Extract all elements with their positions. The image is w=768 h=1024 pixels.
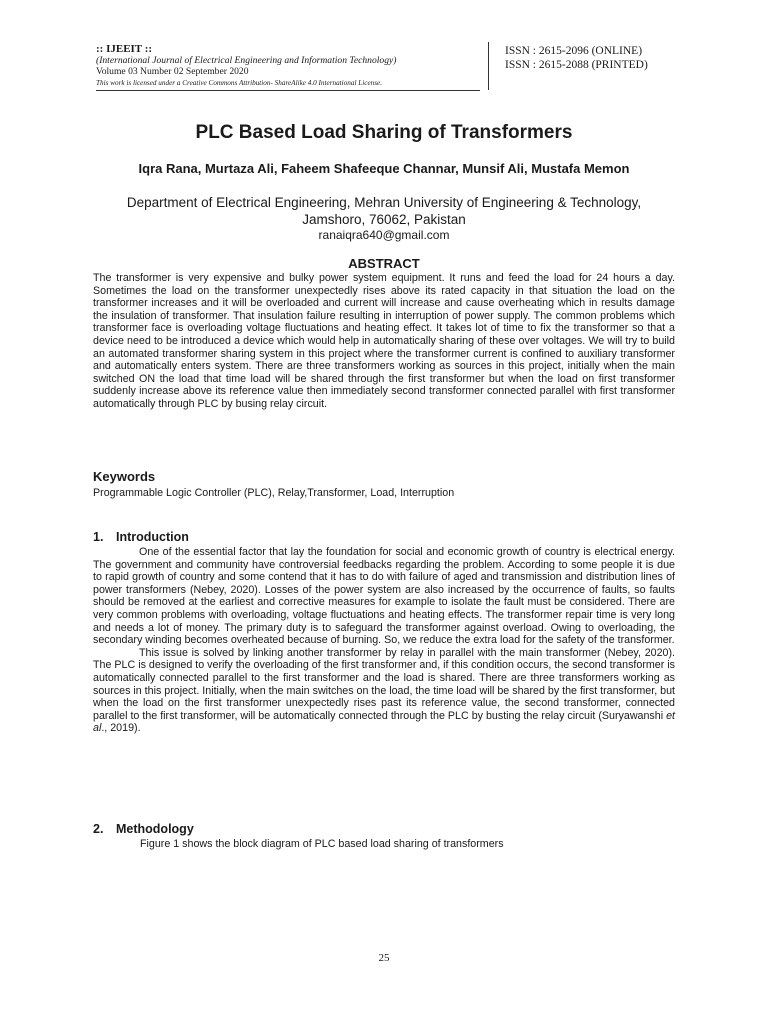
section-number: 2. (93, 822, 104, 836)
methodology-heading (93, 822, 194, 836)
methodology-text: Figure 1 shows the block diagram of PLC based load sharing of transformers (140, 838, 504, 850)
page-number: 25 (378, 952, 390, 964)
section-number: 1. (93, 530, 104, 544)
author-list: Iqra Rana, Murtaza Ali, Faheem Shafeeque Channar, Munsif Ali, Mustafa Memon (138, 161, 630, 176)
issn-online: ISSN : 2615-2096 (ONLINE) (505, 45, 643, 57)
journal-header (96, 44, 476, 89)
header-rule-vertical (488, 42, 489, 90)
paragraph-text-end: ., 2019). (101, 722, 141, 735)
introduction-paragraph-1: One of the essential factor that lay the foundation for social and economic growth of country is electrical energy. The government and community have controversial feedbacks regarding the problem. According to some people it is due to rapid growth of country and some contend that it has to do with failure of aged and transmission and distribution lines of power transformers (Nebey, 2020). Losses of the power system are also increased by the occurrence of faults, so faults should be removed at the earliest and corrective measures for example to isolate the fault must be considered. There are very common problems with overloading, voltage fluctuations and heating effects. The transformer repair time is very long and needs a lot of money. The primary duty is to safeguard the transformer against overload. Owing to overloading, the secondary winding becomes overheated because of burning. So, we reduce the extra load for the safety of the transformer. (93, 546, 675, 647)
introduction-heading (93, 530, 189, 544)
abstract-text: The transformer is very expensive and bulky power system equipment. It runs and feed the load for 24 hours a day. Sometimes the load on the transformer unexpectedly rises above its rated capacity in that situation the load on the transformer increases and it will be overloaded and current will increase and cause overheating which in results damage the insulation of transformer. That insulation failure resulting in interruption of power supply. The common problems which transformer face is overloading voltage fluctuations and heating effect. It takes lot of time to fix the transformer so that a device need to be introduced a device which would help in automatically sharing of these over voltages. We will try to build an automated transformer sharing system in this project where the transformer current is confined to auxiliary transformer and automatically enters system. There are three transformers working as sources in this project, initially when the main switched ON the load that time load will be shared through the first transformer but when the load on first transformer suddenly increase above its reference value then immediately second transformer connected parallel with first transformer automatically through PLC by busing relay circuit. (93, 272, 675, 410)
author-email: ranaiqra640@gmail.com (318, 228, 450, 242)
abstract-heading: ABSTRACT (348, 256, 420, 271)
header-rule-horizontal (96, 90, 480, 91)
paper-title: PLC Based Load Sharing of Transformers (195, 122, 573, 143)
journal-volume: Volume 03 Number 02 September 2020 (96, 66, 249, 77)
journal-acronym: :: IJEEIT :: (96, 43, 153, 55)
journal-full-name: (International Journal of Electrical Engineering and Information Technology) (96, 55, 397, 66)
section-title: Introduction (116, 530, 189, 544)
keywords-heading: Keywords (93, 469, 156, 484)
issn-block (505, 44, 648, 72)
introduction-body (93, 546, 675, 735)
introduction-paragraph-2 (93, 647, 675, 735)
license-notice: This work is licensed under a Creative Commons Attribution- ShareAlike 4.0 International License. (96, 79, 383, 87)
paragraph-text: This issue is solved by linking another transformer by relay in parallel with the main transformer (Nebey, 2020). The PLC is designed to verify the overloading of the first transformer and, if this condition occurs, the second transformer is automatically connected parallel to the first transformer and the load is shared. There are three transformers working as sources in this project. Initially, when the main switches on the load, the time load will be shared by the first transformer, but when the load on the first transformer unexpectedly rises past its reference value, the second transformer, connected parallel to the first transformer, will be automatically connected through the PLC by busting the relay circuit (Suryawanshi (93, 646, 675, 722)
keywords-text: Programmable Logic Controller (PLC), Relay,Transformer, Load, Interruption (93, 487, 455, 499)
issn-printed: ISSN : 2615-2088 (PRINTED) (505, 59, 648, 71)
affiliation: Department of Electrical Engineering, Mehran University of Engineering & Technology, Jamshoro, 76062, Pakistan (126, 195, 642, 227)
citation-italic: et al (93, 709, 675, 735)
section-title: Methodology (116, 822, 194, 836)
